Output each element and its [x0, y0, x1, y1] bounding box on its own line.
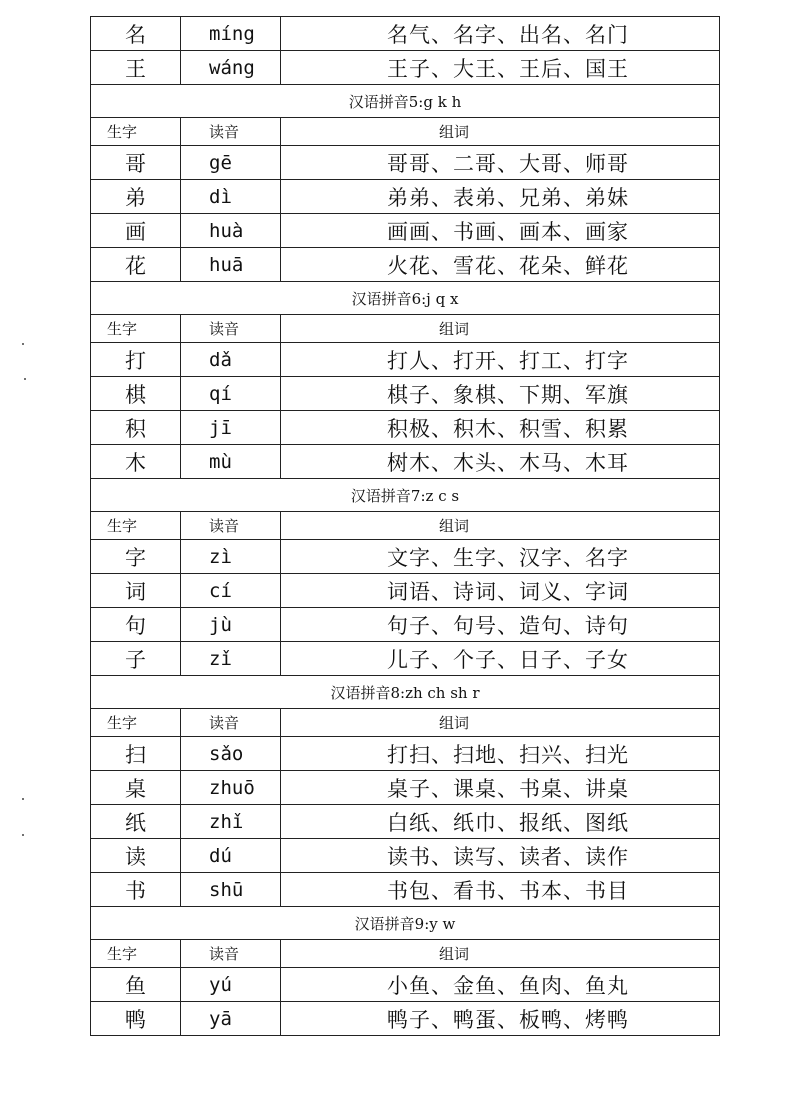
pinyin-cell: dì [181, 180, 281, 213]
header-hanzi: 生字 [91, 315, 181, 342]
table-row [91, 873, 719, 907]
words-cell: 打人、打开、打工、打字 [387, 348, 629, 373]
hanzi-cell: 哥 [91, 146, 181, 179]
header-words: 组词 [439, 123, 470, 141]
words-cell: 文字、生字、汉字、名字 [387, 545, 629, 570]
pinyin-cell: yā [181, 1002, 281, 1035]
table-row [91, 214, 719, 248]
table-row [91, 540, 719, 574]
words-cell: 句子、句号、造句、诗句 [387, 613, 629, 638]
pinyin-cell: dǎ [181, 343, 281, 376]
table-row [91, 968, 719, 1002]
table-row [91, 180, 719, 214]
header-words: 组词 [439, 945, 470, 963]
pinyin-cell: sǎo [181, 737, 281, 770]
scan-speck [22, 343, 24, 345]
words-cell: 棋子、象棋、下期、军旗 [387, 382, 629, 407]
table-row [91, 737, 719, 771]
hanzi-cell: 王 [91, 51, 181, 84]
header-reading: 读音 [181, 118, 281, 145]
hanzi-cell: 弟 [91, 180, 181, 213]
table-row [91, 574, 719, 608]
pinyin-cell: zhuō [181, 771, 281, 804]
vocab-table [90, 16, 720, 1036]
pinyin-cell: zhǐ [181, 805, 281, 838]
hanzi-cell: 扫 [91, 737, 181, 770]
words-cell: 白纸、纸巾、报纸、图纸 [387, 810, 629, 835]
pinyin-cell: cí [181, 574, 281, 607]
scan-speck [24, 378, 26, 380]
words-cell: 鸭子、鸭蛋、板鸭、烤鸭 [387, 1007, 629, 1032]
table-row [91, 839, 719, 873]
pinyin-cell: míng [181, 17, 281, 50]
hanzi-cell: 鱼 [91, 968, 181, 1001]
hanzi-cell: 字 [91, 540, 181, 573]
pinyin-cell: dú [181, 839, 281, 872]
table-row [91, 1002, 719, 1036]
pinyin-cell: jī [181, 411, 281, 444]
words-cell: 儿子、个子、日子、子女 [387, 647, 629, 672]
table-row [91, 51, 719, 85]
header-hanzi: 生字 [91, 709, 181, 736]
hanzi-cell: 纸 [91, 805, 181, 838]
hanzi-cell: 棋 [91, 377, 181, 410]
words-cell: 打扫、扫地、扫兴、扫光 [387, 742, 629, 767]
header-row [91, 940, 719, 968]
section-title: 汉语拼音6:j q x [91, 282, 719, 315]
words-cell: 小鱼、金鱼、鱼肉、鱼丸 [387, 973, 629, 998]
words-cell: 弟弟、表弟、兄弟、弟妹 [387, 185, 629, 210]
section-title: 汉语拼音5:g k h [91, 85, 719, 118]
hanzi-cell: 桌 [91, 771, 181, 804]
hanzi-cell: 名 [91, 17, 181, 50]
hanzi-cell: 读 [91, 839, 181, 872]
words-cell: 桌子、课桌、书桌、讲桌 [387, 776, 629, 801]
pinyin-cell: zǐ [181, 642, 281, 675]
table-row [91, 642, 719, 676]
pinyin-cell: zì [181, 540, 281, 573]
words-cell: 积极、积木、积雪、积累 [387, 416, 629, 441]
header-hanzi: 生字 [91, 118, 181, 145]
hanzi-cell: 子 [91, 642, 181, 675]
header-words: 组词 [439, 714, 470, 732]
table-row [91, 377, 719, 411]
words-cell: 王子、大王、王后、国王 [387, 56, 629, 81]
words-cell: 书包、看书、书本、书目 [387, 878, 629, 903]
pinyin-cell: gē [181, 146, 281, 179]
hanzi-cell: 书 [91, 873, 181, 906]
words-cell: 读书、读写、读者、读作 [387, 844, 629, 869]
section-title: 汉语拼音8:zh ch sh r [91, 676, 719, 709]
pinyin-cell: huā [181, 248, 281, 281]
header-row [91, 709, 719, 737]
table-row [91, 146, 719, 180]
pinyin-cell: yú [181, 968, 281, 1001]
pinyin-cell: huà [181, 214, 281, 247]
header-reading: 读音 [181, 940, 281, 967]
header-words: 组词 [439, 517, 470, 535]
section-title: 汉语拼音9:y w [91, 907, 719, 940]
table-row [91, 248, 719, 282]
hanzi-cell: 鸭 [91, 1002, 181, 1035]
hanzi-cell: 花 [91, 248, 181, 281]
pinyin-cell: qí [181, 377, 281, 410]
header-hanzi: 生字 [91, 512, 181, 539]
words-cell: 词语、诗词、词义、字词 [387, 579, 629, 604]
words-cell: 画画、书画、画本、画家 [387, 219, 629, 244]
table-row [91, 16, 719, 51]
header-row [91, 512, 719, 540]
words-cell: 树木、木头、木马、木耳 [387, 450, 629, 475]
header-reading: 读音 [181, 709, 281, 736]
header-hanzi: 生字 [91, 940, 181, 967]
header-reading: 读音 [181, 315, 281, 342]
header-words: 组词 [439, 320, 470, 338]
pinyin-cell: mù [181, 445, 281, 478]
words-cell: 火花、雪花、花朵、鲜花 [387, 253, 629, 278]
hanzi-cell: 句 [91, 608, 181, 641]
hanzi-cell: 木 [91, 445, 181, 478]
table-row [91, 805, 719, 839]
hanzi-cell: 词 [91, 574, 181, 607]
scan-speck [22, 798, 24, 800]
words-cell: 名气、名字、出名、名门 [387, 22, 629, 47]
table-row [91, 411, 719, 445]
hanzi-cell: 积 [91, 411, 181, 444]
hanzi-cell: 打 [91, 343, 181, 376]
pinyin-cell: shū [181, 873, 281, 906]
table-row [91, 343, 719, 377]
table-row [91, 445, 719, 479]
pinyin-cell: jù [181, 608, 281, 641]
scan-speck [22, 834, 24, 836]
header-row [91, 315, 719, 343]
header-row [91, 118, 719, 146]
words-cell: 哥哥、二哥、大哥、师哥 [387, 151, 629, 176]
header-reading: 读音 [181, 512, 281, 539]
table-row [91, 608, 719, 642]
hanzi-cell: 画 [91, 214, 181, 247]
section-title: 汉语拼音7:z c s [91, 479, 719, 512]
table-row [91, 771, 719, 805]
pinyin-cell: wáng [181, 51, 281, 84]
